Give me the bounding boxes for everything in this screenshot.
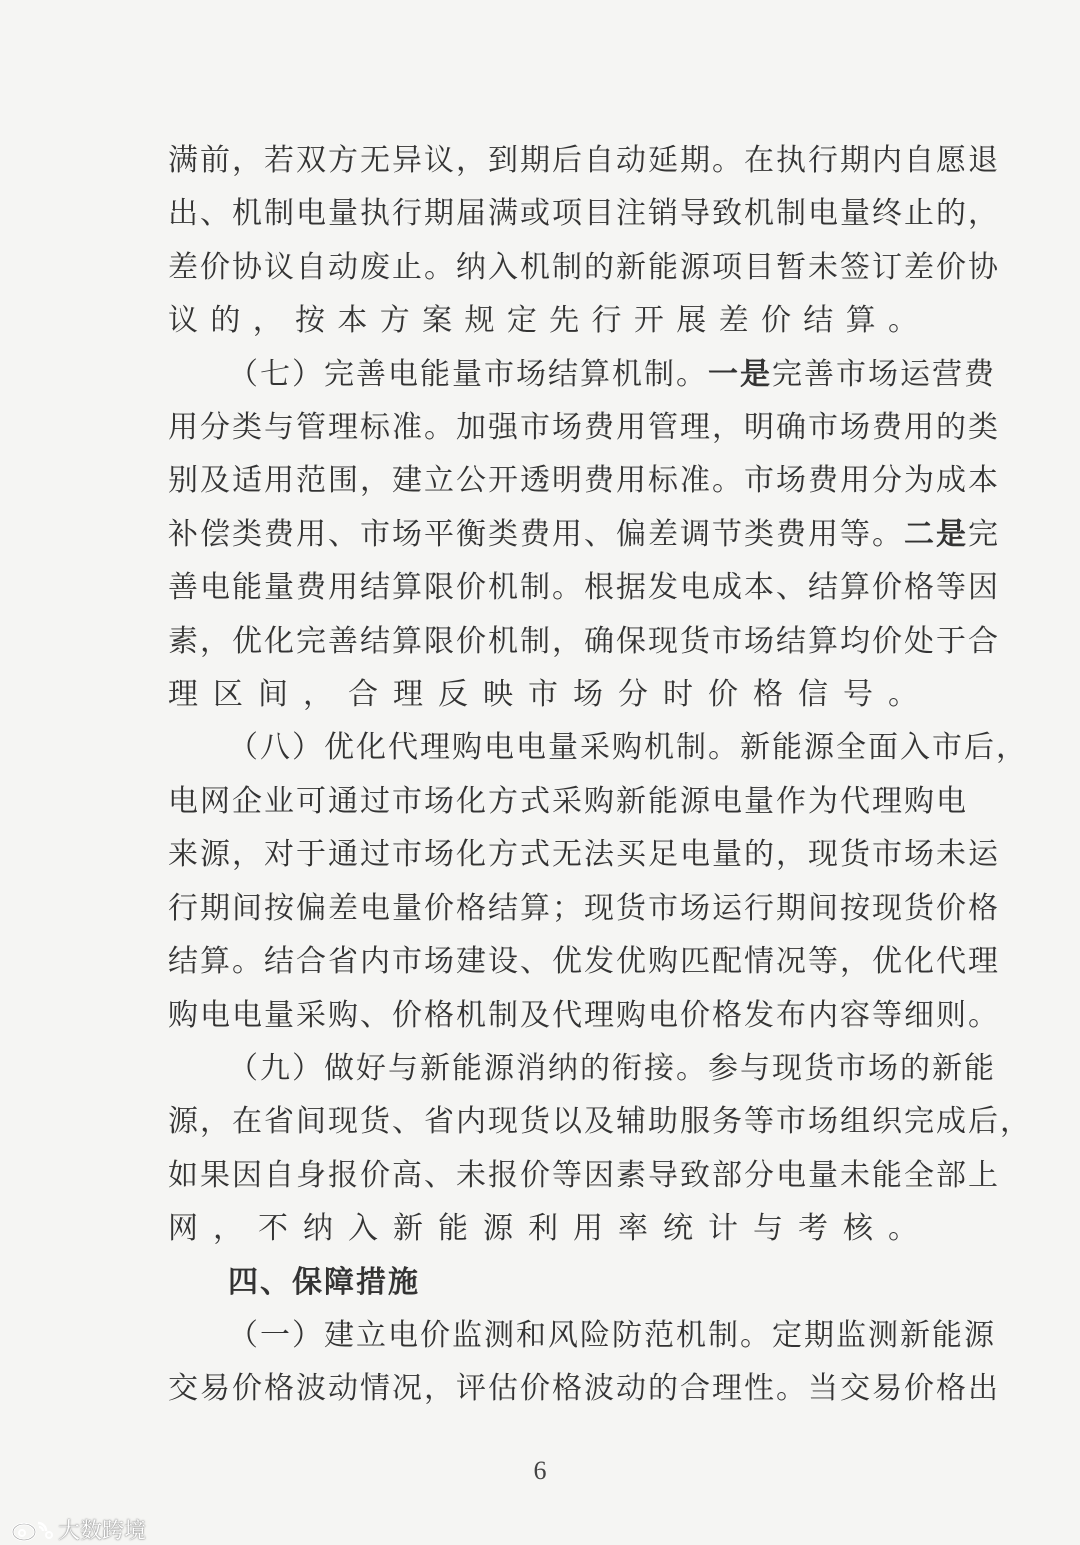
emphasis-text: 二是 bbox=[904, 516, 968, 552]
watermark bbox=[10, 1514, 146, 1545]
paragraph-nine bbox=[168, 1042, 1032, 1256]
text-line: （九）做好与新能源消纳的衔接。参与现货市场的新能 bbox=[228, 1050, 996, 1086]
text-line: 源，在省间现货、省内现货以及辅助服务等市场组织完成后， bbox=[168, 1104, 1032, 1140]
text-line: 交易价格波动情况，评估价格波动的合理性。当交易价格出 bbox=[168, 1371, 1000, 1407]
text-line: 别及适用范围，建立公开透明费用标准。市场费用分为成本 bbox=[168, 463, 1000, 499]
text-line: 行期间按偏差电量价格结算；现货市场运行期间按现货价格 bbox=[168, 890, 1000, 926]
text-line: 购电电量采购、价格机制及代理购电价格发布内容等细则。 bbox=[168, 997, 1000, 1033]
text-line: 用分类与管理标准。加强市场费用管理，明确市场费用的类 bbox=[168, 410, 1000, 446]
text-segment: （七）完善电能量市场结算机制。 bbox=[228, 356, 708, 392]
page-number: 6 bbox=[533, 1456, 547, 1485]
text-segment: 完 bbox=[968, 516, 1000, 552]
emphasis-text: 一是 bbox=[708, 356, 772, 392]
paragraph-continuation bbox=[168, 134, 1000, 348]
document-body bbox=[168, 134, 1032, 1416]
text-line: 理区间，合理反映市场分时价格信号。 bbox=[168, 677, 920, 713]
text-line: 满前，若双方无异议，到期后自动延期。在执行期内自愿退 bbox=[168, 143, 1000, 178]
text-segment: 补偿类费用、市场平衡类费用、偏差调节类费用等。 bbox=[168, 516, 904, 552]
text-line: 电网企业可通过市场化方式采购新能源电量作为代理购电 bbox=[168, 783, 968, 819]
paragraph-one bbox=[168, 1309, 1000, 1416]
paragraph-eight bbox=[168, 721, 1028, 1041]
text-line: 结算。结合省内市场建设、优发优购匹配情况等，优化代理 bbox=[168, 944, 1000, 980]
text-line: 来源，对于通过市场化方式无法买足电量的，现货市场未运 bbox=[168, 837, 1000, 873]
text-line: 出、机制电量执行期届满或项目注销导致机制电量终止的， bbox=[168, 196, 1000, 232]
weibo-logo-icon bbox=[10, 1517, 54, 1543]
text-line: 议的，按本方案规定先行开展差价结算。 bbox=[168, 303, 920, 339]
text-line: 网，不纳入新能源利用率统计与考核。 bbox=[168, 1211, 920, 1247]
paragraph-seven bbox=[168, 348, 1000, 722]
text-segment: 完善市场运营费 bbox=[772, 356, 996, 392]
watermark-text: 大数跨境 bbox=[58, 1519, 147, 1544]
text-line: （八）优化代理购电电量采购机制。新能源全面入市后， bbox=[228, 730, 1028, 766]
text-line: 差价协议自动废止。纳入机制的新能源项目暂未签订差价协 bbox=[168, 249, 1000, 285]
text-line: 如果因自身报价高、未报价等因素导致部分电量未能全部上 bbox=[168, 1157, 1000, 1193]
text-line: 素，优化完善结算限价机制，确保现货市场结算均价处于合 bbox=[168, 623, 1000, 659]
text-line bbox=[168, 508, 1000, 561]
text-line: （一）建立电价监测和风险防范机制。定期监测新能源 bbox=[228, 1317, 996, 1353]
text-line bbox=[168, 348, 996, 401]
section-heading: 四、保障措施 bbox=[228, 1264, 420, 1300]
text-line: 善电能量费用结算限价机制。根据发电成本、结算价格等因 bbox=[168, 570, 1000, 606]
